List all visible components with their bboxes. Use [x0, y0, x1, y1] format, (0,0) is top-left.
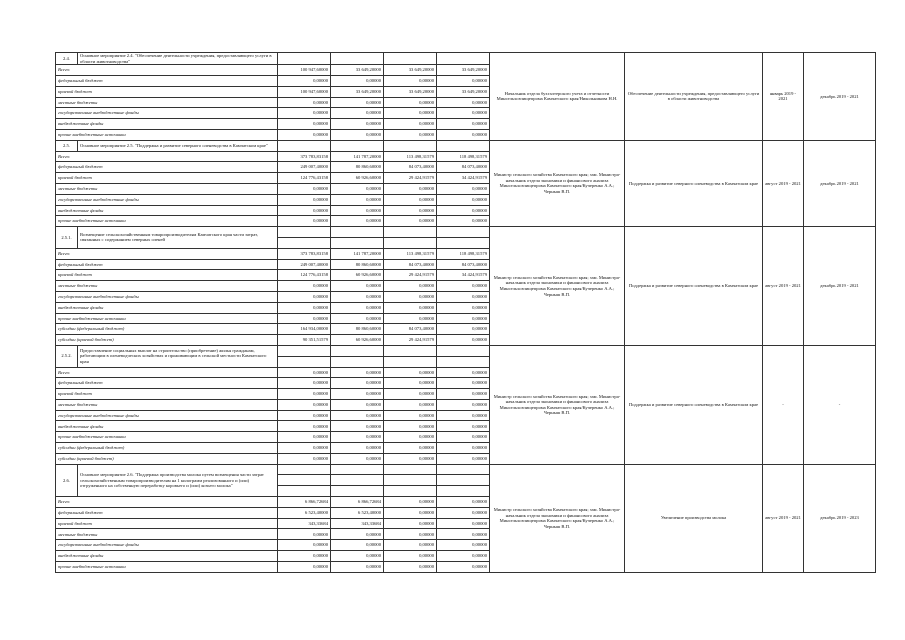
funding-source-label: Всего: — [56, 65, 278, 76]
empty-cell — [331, 237, 384, 248]
amount-cell: 0,00000 — [278, 421, 331, 432]
empty-cell — [331, 356, 384, 367]
result-cell: Поддержка и развитие северного оленеводства в Камчатском крае — [625, 140, 763, 226]
amount-cell: 0,00000 — [437, 324, 490, 335]
amount-cell: 0,00000 — [384, 421, 437, 432]
result-cell: Обеспечение деятельности учреждения, предоставляющего услуги в области животноводства — [625, 53, 763, 141]
amount-cell: 141 787,20000 — [331, 151, 384, 162]
section-title-row — [56, 464, 876, 475]
funding-source-label: субсидии (федеральный бюджет) — [56, 443, 278, 454]
amount-cell: 0,00000 — [331, 194, 384, 205]
amount-cell: 0,00000 — [384, 453, 437, 464]
amount-cell: 33 649,20000 — [331, 86, 384, 97]
amount-cell: 0,00000 — [278, 561, 331, 572]
funding-source-label: внебюджетные фонды — [56, 302, 278, 313]
amount-cell: 84 073,40000 — [384, 324, 437, 335]
amount-cell: 0,00000 — [331, 205, 384, 216]
amount-cell: 100 947,60000 — [278, 65, 331, 76]
executor-cell: Начальник отдела бухгалтерского учета и отчетности Минсельхозпищепрома Камчатского края/Никольникова Н.Н. — [490, 53, 625, 141]
amount-cell: 90 351,51579 — [278, 335, 331, 346]
amount-cell: 0,00000 — [437, 108, 490, 119]
amount-cell: 0,00000 — [437, 194, 490, 205]
funding-source-label: внебюджетные фонды — [56, 551, 278, 562]
section-number: 2.5.1. — [56, 227, 78, 249]
amount-cell: 0,00000 — [437, 367, 490, 378]
amount-cell: 0,00000 — [437, 205, 490, 216]
amount-cell: 0,00000 — [331, 183, 384, 194]
amount-cell: 60 926,60000 — [331, 270, 384, 281]
amount-cell: 0,00000 — [384, 291, 437, 302]
amount-cell: 0,00000 — [331, 443, 384, 454]
amount-cell: 6 523,40000 — [331, 507, 384, 518]
amount-cell: 124 776,43158 — [278, 173, 331, 184]
amount-cell: 373 783,83158 — [278, 151, 331, 162]
funding-source-label: внебюджетные фонды — [56, 119, 278, 130]
amount-cell: 33 649,20000 — [437, 65, 490, 76]
empty-cell — [384, 345, 437, 356]
amount-cell: 0,00000 — [331, 216, 384, 227]
funding-source-label: федеральный бюджет — [56, 507, 278, 518]
amount-cell: 0,00000 — [278, 281, 331, 292]
amount-cell: 84 073,40000 — [437, 162, 490, 173]
end-date-cell: декабрь 2019 - 2021 — [804, 140, 876, 226]
amount-cell: 0,00000 — [437, 335, 490, 346]
amount-cell: 0,00000 — [278, 399, 331, 410]
amount-cell: 0,00000 — [331, 432, 384, 443]
empty-cell — [278, 475, 331, 486]
amount-cell: 0,00000 — [437, 302, 490, 313]
amount-cell: 0,00000 — [331, 421, 384, 432]
amount-cell: 6 866,72684 — [278, 497, 331, 508]
end-date-cell: декабрь 2019 - 2021 — [804, 53, 876, 141]
empty-cell — [331, 227, 384, 238]
amount-cell: 0,00000 — [437, 518, 490, 529]
amount-cell: 0,00000 — [384, 75, 437, 86]
executor-cell: Министр сельского хозяйства Камчатского края; зам. Министра-начальник отдела экономики и финансового анализа Минсельхозпищепрома Камчатского края/Кучеренко А.А.; Черныш В.П. — [490, 140, 625, 226]
end-date-cell: декабрь 2019 - 2023 — [804, 464, 876, 572]
funding-source-label: краевой бюджет — [56, 518, 278, 529]
amount-cell: 0,00000 — [384, 497, 437, 508]
amount-cell: 0,00000 — [278, 540, 331, 551]
funding-source-label: местные бюджеты — [56, 97, 278, 108]
amount-cell: 0,00000 — [437, 410, 490, 421]
empty-cell — [278, 140, 331, 151]
amount-cell: 0,00000 — [331, 367, 384, 378]
funding-source-label: прочие внебюджетные источники — [56, 216, 278, 227]
amount-cell: 60 926,60000 — [331, 173, 384, 184]
funding-source-label: государственные внебюджетные фонды — [56, 108, 278, 119]
empty-cell — [331, 345, 384, 356]
amount-cell: 0,00000 — [384, 518, 437, 529]
amount-cell: 124 776,43158 — [278, 270, 331, 281]
amount-cell: 0,00000 — [278, 302, 331, 313]
amount-cell: 0,00000 — [384, 216, 437, 227]
amount-cell: 29 424,91579 — [384, 173, 437, 184]
amount-cell: 0,00000 — [437, 281, 490, 292]
amount-cell: 100 947,60000 — [278, 86, 331, 97]
amount-cell: 0,00000 — [384, 507, 437, 518]
amount-cell: 0,00000 — [278, 119, 331, 130]
section-title-row — [56, 53, 876, 65]
executor-cell: Министр сельского хозяйства Камчатского края; зам. Министра-начальник отдела экономики и финансового анализа Минсельхозпищепрома Камчатского края/Кучеренко А.А.; Черныш В.П. — [490, 345, 625, 464]
empty-cell — [437, 227, 490, 238]
funding-source-label: краевой бюджет — [56, 389, 278, 400]
amount-cell: 29 424,91579 — [384, 335, 437, 346]
amount-cell: 0,00000 — [278, 443, 331, 454]
amount-cell: 0,00000 — [437, 119, 490, 130]
amount-cell: 0,00000 — [278, 108, 331, 119]
empty-cell — [278, 356, 331, 367]
funding-source-label: внебюджетные фонды — [56, 205, 278, 216]
funding-source-label: государственные внебюджетные фонды — [56, 194, 278, 205]
empty-cell — [331, 475, 384, 486]
amount-cell: 373 783,83158 — [278, 248, 331, 259]
funding-source-label: федеральный бюджет — [56, 162, 278, 173]
amount-cell: 33 649,20000 — [437, 86, 490, 97]
start-date-cell: август 2019 - 2021 — [763, 464, 804, 572]
amount-cell: 0,00000 — [437, 507, 490, 518]
empty-cell — [437, 464, 490, 475]
amount-cell: 0,00000 — [437, 529, 490, 540]
amount-cell: 343,33684 — [278, 518, 331, 529]
amount-cell: 0,00000 — [384, 302, 437, 313]
amount-cell: 0,00000 — [437, 378, 490, 389]
amount-cell: 249 007,40000 — [278, 259, 331, 270]
funding-source-label: субсидии (краевой бюджет) — [56, 335, 278, 346]
amount-cell: 0,00000 — [384, 119, 437, 130]
empty-cell — [331, 53, 384, 65]
amount-cell: 118 498,31579 — [437, 248, 490, 259]
amount-cell: 0,00000 — [331, 75, 384, 86]
empty-cell — [437, 356, 490, 367]
amount-cell: 0,00000 — [331, 561, 384, 572]
empty-cell — [437, 237, 490, 248]
amount-cell: 0,00000 — [278, 529, 331, 540]
empty-cell — [278, 464, 331, 475]
empty-cell — [384, 227, 437, 238]
amount-cell: 0,00000 — [384, 129, 437, 140]
amount-cell: 0,00000 — [331, 389, 384, 400]
amount-cell: 60 926,60000 — [331, 335, 384, 346]
funding-source-label: государственные внебюджетные фонды — [56, 291, 278, 302]
amount-cell: 0,00000 — [437, 75, 490, 86]
amount-cell: 0,00000 — [384, 378, 437, 389]
funding-source-label: прочие внебюджетные источники — [56, 432, 278, 443]
amount-cell: 0,00000 — [331, 399, 384, 410]
amount-cell: 0,00000 — [384, 399, 437, 410]
amount-cell: 0,00000 — [278, 453, 331, 464]
amount-cell: 0,00000 — [437, 453, 490, 464]
start-date-cell: январь 2019 - 2021 — [763, 53, 804, 141]
amount-cell: 0,00000 — [384, 529, 437, 540]
amount-cell: 141 787,20000 — [331, 248, 384, 259]
empty-cell — [437, 486, 490, 497]
amount-cell: 0,00000 — [437, 561, 490, 572]
empty-cell — [278, 53, 331, 65]
amount-cell: 0,00000 — [437, 443, 490, 454]
funding-source-label: Всего: — [56, 248, 278, 259]
amount-cell: 0,00000 — [437, 540, 490, 551]
amount-cell: 343,33684 — [331, 518, 384, 529]
amount-cell: 0,00000 — [278, 410, 331, 421]
program-table — [55, 52, 876, 573]
amount-cell: 0,00000 — [331, 108, 384, 119]
amount-cell: 84 073,40000 — [437, 259, 490, 270]
section-number: 2.5.2. — [56, 345, 78, 367]
section-title-row — [56, 140, 876, 151]
amount-cell: 0,00000 — [437, 183, 490, 194]
amount-cell: 33 649,20000 — [384, 65, 437, 76]
start-date-cell: - — [763, 345, 804, 464]
end-date-cell: - — [804, 345, 876, 464]
amount-cell: 33 649,20000 — [384, 86, 437, 97]
amount-cell: 0,00000 — [278, 75, 331, 86]
empty-cell — [331, 486, 384, 497]
executor-cell: Министр сельского хозяйства Камчатского края; зам. Министра-начальник отдела экономики и финансового анализа Минсельхозпищепрома Камчатского края/Кучеренко А.А.; Черныш В.П. — [490, 227, 625, 346]
amount-cell: 0,00000 — [384, 183, 437, 194]
amount-cell: 0,00000 — [437, 421, 490, 432]
amount-cell: 0,00000 — [437, 399, 490, 410]
funding-source-label: внебюджетные фонды — [56, 421, 278, 432]
funding-source-label: местные бюджеты — [56, 399, 278, 410]
amount-cell: 0,00000 — [278, 313, 331, 324]
start-date-cell: август 2019 - 2021 — [763, 140, 804, 226]
funding-source-label: прочие внебюджетные источники — [56, 561, 278, 572]
amount-cell: 0,00000 — [437, 97, 490, 108]
funding-source-label: субсидии (федеральный бюджет) — [56, 324, 278, 335]
amount-cell: 0,00000 — [331, 302, 384, 313]
amount-cell: 0,00000 — [384, 432, 437, 443]
amount-cell: 0,00000 — [331, 313, 384, 324]
funding-source-label: федеральный бюджет — [56, 75, 278, 86]
amount-cell: 0,00000 — [278, 367, 331, 378]
amount-cell: 0,00000 — [384, 108, 437, 119]
funding-source-label: местные бюджеты — [56, 183, 278, 194]
amount-cell: 0,00000 — [278, 129, 331, 140]
section-number: 2.4. — [56, 53, 78, 65]
section-title: Возмещение сельскохозяйственным товаропроизводителям Камчатского края части затрат, связанных с содержанием северных оленей — [78, 227, 278, 249]
amount-cell: 80 860,60000 — [331, 259, 384, 270]
funding-source-label: краевой бюджет — [56, 173, 278, 184]
amount-cell: 0,00000 — [331, 291, 384, 302]
amount-cell: 0,00000 — [384, 551, 437, 562]
amount-cell: 118 498,31579 — [437, 151, 490, 162]
amount-cell: 0,00000 — [278, 205, 331, 216]
amount-cell: 29 424,91579 — [384, 270, 437, 281]
amount-cell: 84 073,40000 — [384, 259, 437, 270]
amount-cell: 113 498,31579 — [384, 151, 437, 162]
funding-source-label: государственные внебюджетные фонды — [56, 540, 278, 551]
amount-cell: 34 424,91579 — [437, 173, 490, 184]
executor-cell: Министр сельского хозяйства Камчатского края; зам. Министра-начальник отдела экономики и финансового анализа Минсельхозпищепрома Камчатского края/Кучеренко А.А.; Черныш В.П. — [490, 464, 625, 572]
empty-cell — [278, 227, 331, 238]
funding-source-label: прочие внебюджетные источники — [56, 313, 278, 324]
amount-cell: 249 007,40000 — [278, 162, 331, 173]
funding-source-label: прочие внебюджетные источники — [56, 129, 278, 140]
amount-cell: 0,00000 — [331, 540, 384, 551]
result-cell: Увеличение производства молока — [625, 464, 763, 572]
document-page — [55, 52, 875, 573]
end-date-cell: декабрь 2019 - 2021 — [804, 227, 876, 346]
section-title-row — [56, 345, 876, 356]
result-cell: Поддержка и развитие северного оленеводства в Камчатском крае — [625, 345, 763, 464]
amount-cell: 0,00000 — [278, 291, 331, 302]
funding-source-label: федеральный бюджет — [56, 378, 278, 389]
amount-cell: 0,00000 — [384, 540, 437, 551]
empty-cell — [384, 140, 437, 151]
amount-cell: 0,00000 — [384, 561, 437, 572]
empty-cell — [384, 53, 437, 65]
amount-cell: 0,00000 — [437, 291, 490, 302]
amount-cell: 0,00000 — [384, 443, 437, 454]
empty-cell — [331, 140, 384, 151]
empty-cell — [437, 345, 490, 356]
amount-cell: 0,00000 — [384, 205, 437, 216]
amount-cell: 0,00000 — [331, 378, 384, 389]
funding-source-label: краевой бюджет — [56, 86, 278, 97]
amount-cell: 0,00000 — [384, 313, 437, 324]
amount-cell: 0,00000 — [278, 389, 331, 400]
empty-cell — [384, 464, 437, 475]
amount-cell: 84 073,40000 — [384, 162, 437, 173]
amount-cell: 80 860,60000 — [331, 324, 384, 335]
section-title: Основное мероприятие 2.5. "Поддержка и развитие северного оленеводства в Камчатском крае" — [78, 140, 278, 151]
amount-cell: 0,00000 — [331, 410, 384, 421]
empty-cell — [384, 486, 437, 497]
section-title: Предоставление социальных выплат на строительство (приобретение) жилья гражданам, работающим в оленеводческих хозяйствах и проживающим в сельской местности Камчатского края — [78, 345, 278, 367]
amount-cell: 0,00000 — [331, 119, 384, 130]
empty-cell — [384, 356, 437, 367]
amount-cell: 0,00000 — [278, 183, 331, 194]
amount-cell: 0,00000 — [437, 432, 490, 443]
amount-cell: 33 649,20000 — [331, 65, 384, 76]
start-date-cell: август 2019 - 2021 — [763, 227, 804, 346]
amount-cell: 0,00000 — [437, 129, 490, 140]
amount-cell: 0,00000 — [384, 194, 437, 205]
amount-cell: 0,00000 — [384, 410, 437, 421]
empty-cell — [384, 475, 437, 486]
section-title-row — [56, 227, 876, 238]
empty-cell — [384, 237, 437, 248]
funding-source-label: краевой бюджет — [56, 270, 278, 281]
amount-cell: 0,00000 — [278, 378, 331, 389]
amount-cell: 0,00000 — [278, 97, 331, 108]
empty-cell — [437, 140, 490, 151]
amount-cell: 0,00000 — [331, 529, 384, 540]
amount-cell: 80 860,60000 — [331, 162, 384, 173]
section-title: Основное мероприятие 2.6. "Поддержка производства молока путем возмещения части затрат сельскохозяйственным товаропроизводителям на 1 килограмм реализованного и (или) отгруженного на собственную переработку коровьего и (или) козьего молока" — [78, 464, 278, 496]
amount-cell: 6 523,40000 — [278, 507, 331, 518]
funding-source-label: федеральный бюджет — [56, 259, 278, 270]
funding-source-label: субсидии (краевой бюджет) — [56, 453, 278, 464]
amount-cell: 0,00000 — [437, 313, 490, 324]
amount-cell: 0,00000 — [278, 194, 331, 205]
amount-cell: 0,00000 — [437, 216, 490, 227]
funding-source-label: Всего: — [56, 151, 278, 162]
amount-cell: 0,00000 — [278, 432, 331, 443]
amount-cell: 0,00000 — [331, 129, 384, 140]
amount-cell: 0,00000 — [437, 497, 490, 508]
amount-cell: 164 934,00000 — [278, 324, 331, 335]
amount-cell: 0,00000 — [437, 389, 490, 400]
section-title: Основное мероприятие 2.4. "Обеспечение деятельности учреждения, предоставляющего услуги в области животноводства" — [78, 53, 278, 65]
funding-source-label: Всего: — [56, 497, 278, 508]
result-cell: Поддержка и развитие северного оленеводства в Камчатском крае — [625, 227, 763, 346]
amount-cell: 0,00000 — [331, 453, 384, 464]
funding-source-label: государственные внебюджетные фонды — [56, 410, 278, 421]
empty-cell — [278, 237, 331, 248]
funding-source-label: Всего: — [56, 367, 278, 378]
amount-cell: 113 498,31579 — [384, 248, 437, 259]
amount-cell: 0,00000 — [331, 551, 384, 562]
amount-cell: 0,00000 — [331, 97, 384, 108]
amount-cell: 0,00000 — [384, 97, 437, 108]
amount-cell: 0,00000 — [384, 281, 437, 292]
empty-cell — [331, 464, 384, 475]
empty-cell — [437, 53, 490, 65]
amount-cell: 0,00000 — [384, 389, 437, 400]
empty-cell — [437, 475, 490, 486]
funding-source-label: местные бюджеты — [56, 529, 278, 540]
amount-cell: 0,00000 — [278, 551, 331, 562]
amount-cell: 0,00000 — [437, 551, 490, 562]
empty-cell — [278, 345, 331, 356]
amount-cell: 0,00000 — [384, 367, 437, 378]
amount-cell: 34 424,91579 — [437, 270, 490, 281]
amount-cell: 0,00000 — [331, 281, 384, 292]
amount-cell: 6 866,72684 — [331, 497, 384, 508]
section-number: 2.6. — [56, 464, 78, 496]
empty-cell — [278, 486, 331, 497]
amount-cell: 0,00000 — [278, 216, 331, 227]
funding-source-label: местные бюджеты — [56, 281, 278, 292]
section-number: 2.5. — [56, 140, 78, 151]
